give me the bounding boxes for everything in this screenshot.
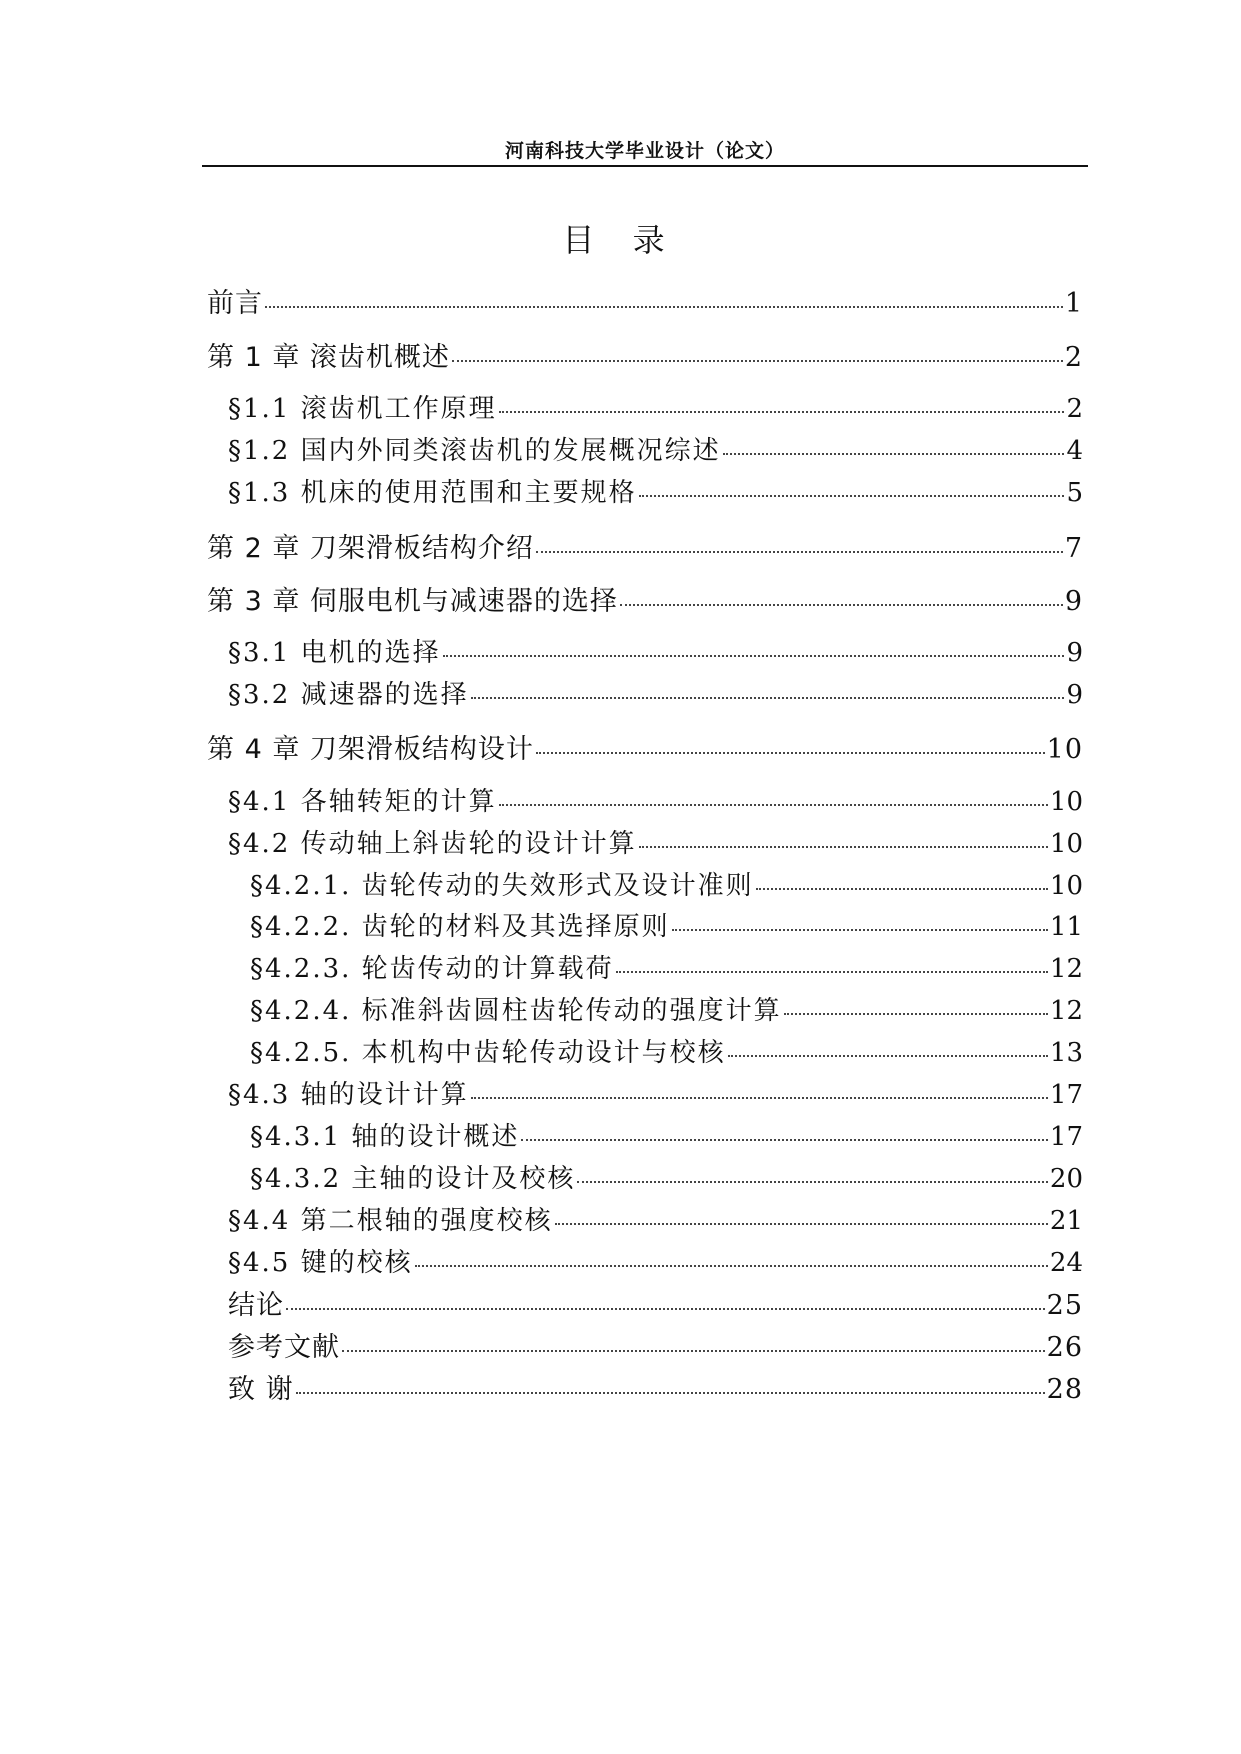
toc-entry-label: §4.3.2 主轴的设计及校核 (250, 1164, 576, 1194)
toc-entry-page: 13 (1049, 1038, 1083, 1068)
dot-leader (555, 1223, 1048, 1225)
toc-entry-label: §4.4 第二根轴的强度校核 (228, 1206, 553, 1236)
toc-entry-section-4-2-1[interactable] (250, 865, 1083, 901)
toc-entry-section-1-2[interactable] (228, 430, 1083, 466)
dot-leader (342, 1350, 1045, 1352)
dot-leader (443, 655, 1065, 657)
toc-entry-label: §4.3 轴的设计计算 (228, 1080, 469, 1110)
toc-entry-conclusion[interactable] (228, 1283, 1083, 1321)
toc-entry-label: §4.2.4. 标准斜齿圆柱齿轮传动的强度计算 (250, 996, 782, 1026)
dot-leader (536, 752, 1045, 754)
toc-entry-section-3-2[interactable] (228, 674, 1083, 710)
dot-leader (620, 604, 1063, 606)
toc-entry-label: §4.5 键的校核 (228, 1248, 413, 1278)
toc-entry-page: 4 (1066, 436, 1083, 466)
toc-entry-page: 9 (1064, 586, 1083, 617)
dot-leader (784, 1013, 1048, 1015)
dot-leader (756, 888, 1048, 890)
dot-leader (499, 804, 1048, 806)
toc-entry-page: 11 (1049, 912, 1083, 942)
toc-entry-page: 10 (1049, 871, 1083, 901)
toc-entry-page: 10 (1046, 734, 1083, 765)
toc-entry-page: 2 (1064, 342, 1083, 373)
toc-entry-page: 12 (1049, 954, 1083, 984)
toc-entry-label: 第 1 章 滚齿机概述 (207, 342, 450, 373)
dot-leader (296, 1392, 1045, 1394)
dot-leader (728, 1055, 1048, 1057)
toc-entry-label: §1.1 滚齿机工作原理 (228, 394, 497, 424)
toc-entry-page: 17 (1049, 1122, 1083, 1152)
toc-entry-page: 24 (1049, 1248, 1083, 1278)
toc-entry-label: §3.1 电机的选择 (228, 638, 441, 668)
toc-title: 目 录 (562, 221, 679, 259)
toc-entry-label: 第 2 章 刀架滑板结构介绍 (207, 533, 534, 564)
header-title: 河南科技大学毕业设计（论文） (504, 140, 785, 162)
toc-entry-section-1-3[interactable] (228, 472, 1083, 508)
toc-entry-section-4-3-1[interactable] (250, 1116, 1083, 1152)
toc-entry-section-4-4[interactable] (228, 1200, 1083, 1236)
toc-entry-page: 28 (1046, 1374, 1083, 1405)
toc-entry-label: §4.2.2. 齿轮的材料及其选择原则 (250, 912, 670, 942)
dot-leader (286, 1308, 1045, 1310)
toc-entry-section-4-2[interactable] (228, 823, 1083, 859)
dot-leader (536, 551, 1063, 553)
toc-entry-label: §4.1 各轴转矩的计算 (228, 787, 497, 817)
toc-entry-label: 第 4 章 刀架滑板结构设计 (207, 734, 534, 765)
toc-entry-label: 结论 (228, 1290, 284, 1321)
toc-entry-label: §4.2 传动轴上斜齿轮的设计计算 (228, 829, 637, 859)
toc-entry-label: §4.2.1. 齿轮传动的失效形式及设计准则 (250, 871, 754, 901)
toc-entry-label: §1.3 机床的使用范围和主要规格 (228, 478, 637, 508)
toc-entry-page: 7 (1064, 533, 1083, 564)
toc-entry-page: 26 (1046, 1332, 1083, 1363)
toc-entry-page: 2 (1066, 394, 1083, 424)
toc-entry-page: 20 (1049, 1164, 1083, 1194)
toc-entry-page: 10 (1049, 829, 1083, 859)
toc-entry-section-4-2-3[interactable] (250, 948, 1083, 984)
toc-entry-label: §3.2 减速器的选择 (228, 680, 469, 710)
toc-entry-section-1-1[interactable] (228, 388, 1083, 424)
toc-entry-page: 5 (1066, 478, 1083, 508)
toc-entry-page: 10 (1049, 787, 1083, 817)
dot-leader (672, 929, 1048, 931)
dot-leader (499, 411, 1065, 413)
toc-entry-label: 前言 (207, 288, 263, 319)
toc-entry-page: 25 (1046, 1290, 1083, 1321)
toc-entry-preface[interactable] (207, 281, 1083, 319)
toc-entry-section-4-2-4[interactable] (250, 990, 1083, 1026)
dot-leader (471, 1097, 1048, 1099)
dot-leader (723, 453, 1065, 455)
toc-entry-section-4-1[interactable] (228, 781, 1083, 817)
toc-entry-page: 12 (1049, 996, 1083, 1026)
toc-entry-label: §4.3.1 轴的设计概述 (250, 1122, 520, 1152)
toc-entry-chapter-2[interactable] (207, 526, 1083, 564)
dot-leader (616, 971, 1048, 973)
toc-entry-chapter-3[interactable] (207, 579, 1083, 617)
dot-leader (265, 306, 1063, 308)
toc-entry-page: 17 (1049, 1080, 1083, 1110)
dot-leader (415, 1265, 1048, 1267)
dot-leader (639, 846, 1048, 848)
toc-entry-section-4-2-2[interactable] (250, 906, 1083, 942)
dot-leader (452, 360, 1063, 362)
toc-entry-page: 1 (1064, 288, 1083, 319)
dot-leader (639, 495, 1065, 497)
toc-entry-section-3-1[interactable] (228, 632, 1083, 668)
toc-entry-chapter-1[interactable] (207, 335, 1083, 373)
toc-entry-label: 参考文献 (228, 1332, 340, 1363)
toc-entry-references[interactable] (228, 1325, 1083, 1363)
dot-leader (521, 1139, 1047, 1141)
toc-entry-section-4-2-5[interactable] (250, 1032, 1083, 1068)
toc-entry-label: §1.2 国内外同类滚齿机的发展概况综述 (228, 436, 721, 466)
toc-entry-acknowledgements[interactable] (228, 1367, 1083, 1405)
dot-leader (471, 697, 1065, 699)
toc-entry-label: 第 3 章 伺服电机与减速器的选择 (207, 586, 618, 617)
toc-entry-label: §4.2.3. 轮齿传动的计算载荷 (250, 954, 614, 984)
toc-entry-section-4-3[interactable] (228, 1074, 1083, 1110)
toc-entry-page: 9 (1066, 638, 1083, 668)
toc-entry-page: 21 (1049, 1206, 1083, 1236)
toc-entry-page: 9 (1066, 680, 1083, 710)
toc-entry-label: §4.2.5. 本机构中齿轮传动设计与校核 (250, 1038, 726, 1068)
toc-entry-section-4-5[interactable] (228, 1242, 1083, 1278)
toc-entry-section-4-3-2[interactable] (250, 1158, 1083, 1194)
toc-entry-label: 致 谢 (228, 1374, 294, 1405)
toc-entry-chapter-4[interactable] (207, 727, 1083, 765)
dot-leader (577, 1181, 1047, 1183)
